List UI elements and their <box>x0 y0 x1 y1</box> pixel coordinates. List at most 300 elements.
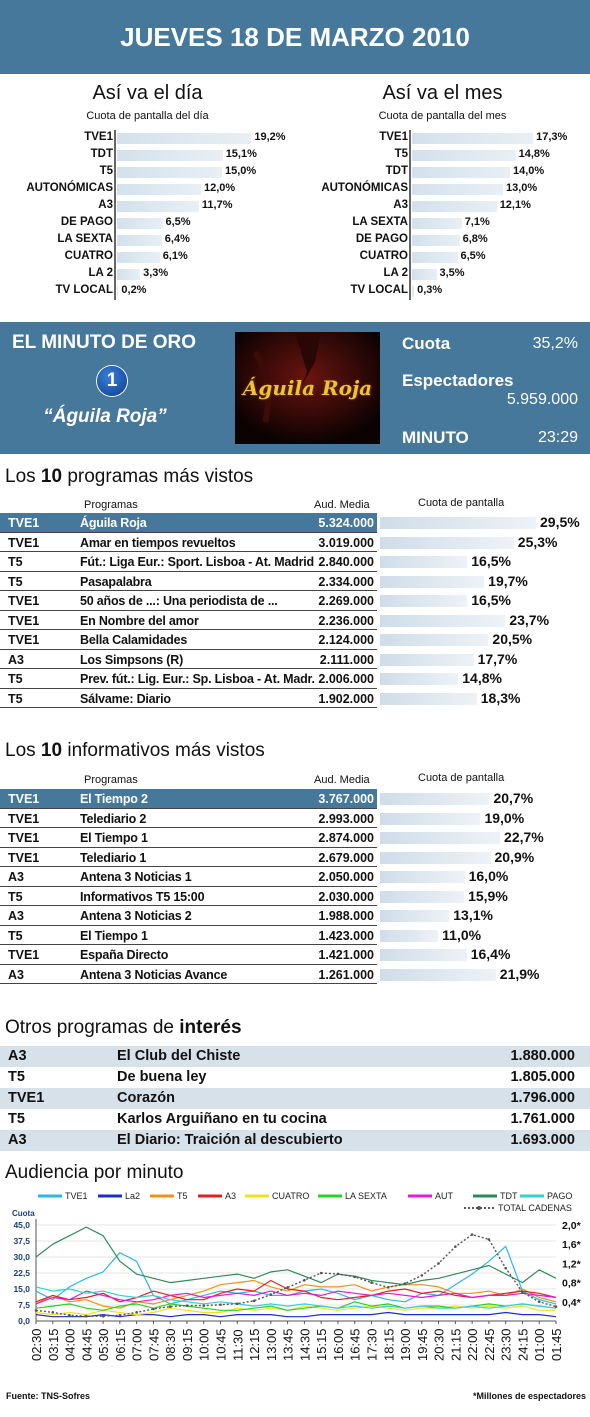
x-tick-label: 07:45 <box>146 1328 162 1361</box>
x-tick-label: 13:00 <box>263 1328 279 1361</box>
top_news-row-channel: TVE1 <box>8 831 40 845</box>
series-point-total <box>186 1304 189 1307</box>
top_programs-row-share-value: 20,5% <box>492 631 533 647</box>
top_programs-row-audience: 5.324.000 <box>318 516 374 530</box>
day-share-value: 19,2% <box>254 131 286 143</box>
top_programs-row <box>0 669 590 689</box>
series-point-total <box>236 1302 239 1305</box>
day-share-bar <box>117 133 251 144</box>
month-share-label: TDT <box>385 165 408 177</box>
series-point-total <box>320 1272 323 1275</box>
x-tick-label: 18:15 <box>381 1328 397 1361</box>
other-row-audience: 1.693.000 <box>510 1132 575 1148</box>
y-tick-label: 30,0 <box>13 1252 30 1262</box>
day-share-bar <box>117 269 140 280</box>
top_news-row-divider <box>0 983 377 984</box>
top_news-row-program: Informativos T5 15:00 <box>80 889 205 904</box>
top_programs-row-program: En Nombre del amor <box>80 613 199 628</box>
other-row-channel: A3 <box>8 1048 27 1064</box>
top_programs-row-share-bar <box>380 517 536 529</box>
month-share-value: 7,1% <box>464 216 490 228</box>
top_programs-row-share-bar <box>380 615 505 627</box>
day-share-bar <box>117 252 160 263</box>
month-share-axis <box>409 164 411 181</box>
day-share-label: TV LOCAL <box>55 284 113 296</box>
other-row-channel: A3 <box>8 1132 27 1148</box>
month-share-axis <box>409 215 411 232</box>
month-share-row <box>295 249 590 266</box>
series-point-total <box>219 1303 222 1306</box>
top_news-row-audience: 2.874.000 <box>318 831 374 845</box>
month-share-bar <box>412 218 462 229</box>
other-row-program: Corazón <box>117 1090 175 1106</box>
top_programs-row <box>0 630 590 650</box>
x-tick-label: 21:15 <box>448 1328 464 1361</box>
series-line-la-sexta <box>36 1302 556 1311</box>
golden-minute-panel <box>0 322 590 454</box>
month-share-label: LA 2 <box>383 267 408 279</box>
day-share-bar <box>117 235 162 246</box>
day-share-axis <box>114 181 116 198</box>
month-share-row <box>295 147 590 164</box>
series-point-total <box>202 1304 205 1307</box>
day-share-row <box>0 181 295 198</box>
top_programs-row-program: Águila Roja <box>80 516 147 530</box>
month-share-value: 14,8% <box>518 148 550 160</box>
day-share-label: CUATRO <box>64 250 113 262</box>
day-share-value: 6,1% <box>162 250 188 262</box>
top_news-row-channel: A3 <box>8 967 24 982</box>
top_programs-row-audience: 1.902.000 <box>318 691 374 706</box>
top_news-row-audience: 2.993.000 <box>318 811 374 826</box>
golden-minute-title: EL MINUTO DE ORO <box>12 332 197 353</box>
other-row-channel: T5 <box>8 1111 25 1127</box>
minuto-label: MINUTO <box>402 428 469 447</box>
x-tick-label: 01:00 <box>532 1328 548 1361</box>
day-share-value: 11,7% <box>201 199 233 211</box>
other-row-program: El Club del Chiste <box>117 1048 241 1064</box>
top_news-row-share-value: 15,9% <box>468 887 508 904</box>
other-row-audience: 1.880.000 <box>510 1048 575 1064</box>
day-share-value: 15,0% <box>225 165 257 177</box>
top_news-row <box>0 867 590 887</box>
other-row-program: De buena ley <box>117 1069 207 1085</box>
legend-label: T5 <box>177 1191 188 1201</box>
month-share-value: 6,8% <box>462 233 488 245</box>
other-programs-title-pre: Otros programas de <box>5 1017 180 1038</box>
top_news-row <box>0 887 590 907</box>
series-point-total <box>68 1314 71 1317</box>
series-line-tve1 <box>36 1246 556 1304</box>
day-share-bar <box>117 167 222 178</box>
top-programs-title-pre: Los <box>5 466 41 487</box>
other-programs-row <box>0 1046 590 1067</box>
day-share-row <box>0 198 295 215</box>
month-share-chart <box>295 82 590 310</box>
day-share-bar <box>117 184 201 195</box>
espectadores-value: 5.959.000 <box>506 391 578 408</box>
day-share-row <box>0 266 295 283</box>
tve1-logo-number: 1 <box>106 370 118 391</box>
day-share-label: TDT <box>90 148 113 160</box>
series-point-total <box>135 1311 138 1314</box>
series-point-total <box>353 1276 356 1279</box>
day-share-label: DE PAGO <box>60 216 113 228</box>
other-programs-row <box>0 1130 590 1151</box>
top-news-col-programs: Programas <box>84 774 138 786</box>
top_news-row <box>0 848 590 868</box>
day-share-row <box>0 232 295 249</box>
series-point-total <box>253 1300 256 1303</box>
series-line-total-cadenas <box>36 1235 556 1317</box>
series-point-total <box>51 1311 54 1314</box>
day-share-label: LA SEXTA <box>57 233 113 245</box>
series-point-total <box>370 1281 373 1284</box>
month-share-bar <box>412 167 510 178</box>
top_news-row-channel: T5 <box>8 889 23 904</box>
top_programs-row-channel: TVE1 <box>8 535 40 550</box>
y2-tick-label: 1,2* <box>562 1258 581 1271</box>
y-tick-label: 7,5 <box>18 1300 30 1310</box>
x-tick-label: 19:00 <box>398 1328 414 1361</box>
top_news-row-channel: TVE1 <box>8 811 40 826</box>
month-share-value: 6,5% <box>460 250 486 262</box>
top-news-title-post: informativos más vistos <box>62 740 265 761</box>
y-axis-label: Cuota <box>12 1209 35 1218</box>
x-tick-label: 14:30 <box>297 1328 313 1361</box>
golden-minute-program: “Águila Roja” <box>43 406 167 427</box>
other-programs-title-bold: interés <box>179 1017 242 1038</box>
month-share-row <box>295 164 590 181</box>
top_programs-row-program: Bella Calamidades <box>80 633 188 647</box>
month-share-label: T5 <box>394 148 408 160</box>
month-share-bar <box>412 269 437 280</box>
legend-label: A3 <box>225 1191 237 1201</box>
top_programs-row-channel: TVE1 <box>8 594 40 608</box>
program-thumbnail-title: Águila Roja <box>242 376 373 400</box>
month-share-axis <box>409 147 411 164</box>
x-tick-label: 16:45 <box>347 1328 363 1361</box>
cuota-label: Cuota <box>402 334 451 353</box>
top_news-row-share-bar <box>380 969 496 981</box>
month-share-row <box>295 130 590 147</box>
day-share-label: A3 <box>98 199 113 211</box>
day-share-bar <box>117 150 223 161</box>
series-point-total <box>504 1267 507 1270</box>
day-share-axis <box>114 215 116 232</box>
top_news-row-audience: 1.423.000 <box>318 928 374 943</box>
top_news-row-share-value: 16,4% <box>470 946 511 962</box>
top_news-row-program: Telediario 1 <box>80 850 147 865</box>
series-point-total <box>35 1309 38 1312</box>
day-share-subtitle: Cuota de pantalla del día <box>86 110 209 122</box>
month-share-label: DE PAGO <box>355 233 408 245</box>
month-share-bar <box>412 286 414 297</box>
day-share-axis <box>114 198 116 215</box>
other-row-audience: 1.805.000 <box>510 1069 575 1085</box>
y2-tick-label: 0,4* <box>562 1296 581 1309</box>
x-tick-label: 02:30 <box>29 1328 44 1361</box>
legend-label: TVE1 <box>65 1191 88 1201</box>
day-share-row <box>0 249 295 266</box>
series-point-total <box>102 1315 105 1318</box>
y-tick-label: 22,5 <box>13 1268 30 1278</box>
top_programs-row-program: Fút.: Liga Eur.: Sport. Lisboa - At. Madrid <box>80 555 314 569</box>
day-share-chart <box>0 82 295 310</box>
top_news-row-channel: T5 <box>8 928 23 943</box>
month-share-label: A3 <box>393 199 408 211</box>
series-point-total <box>521 1291 524 1294</box>
top_programs-row-program: Pasapalabra <box>80 574 152 589</box>
month-share-label: TV LOCAL <box>350 284 408 296</box>
x-tick-label: 04:45 <box>79 1328 95 1361</box>
x-tick-label: 12:15 <box>247 1328 263 1361</box>
top_news-row-audience: 3.767.000 <box>318 792 374 806</box>
top_programs-row-channel: T5 <box>8 555 23 569</box>
top_news-row-share-value: 20,9% <box>494 848 535 865</box>
month-share-bar <box>412 133 533 144</box>
day-share-axis <box>114 232 116 249</box>
day-share-value: 15,1% <box>225 148 257 160</box>
top_programs-row-channel: TVE1 <box>8 633 40 647</box>
top_programs-row <box>0 533 590 553</box>
series-point-total <box>270 1293 273 1296</box>
top_news-row-channel: A3 <box>8 909 24 923</box>
month-share-bar <box>412 150 516 161</box>
series-line-la2 <box>36 1313 556 1317</box>
top_news-row-audience: 1.261.000 <box>318 967 374 982</box>
top_news-row-share-value: 13,1% <box>453 907 493 923</box>
top_news-row-share-value: 16,0% <box>468 868 509 884</box>
top_news-row-audience: 1.988.000 <box>318 909 374 923</box>
month-share-value: 0,3% <box>417 284 443 296</box>
top_news-row-share-bar <box>380 871 465 883</box>
top_programs-row-audience: 2.111.000 <box>319 652 374 667</box>
top-news-col-share: Cuota de pantalla <box>418 772 505 784</box>
day-share-row <box>0 215 295 232</box>
legend-label: CUATRO <box>272 1191 310 1201</box>
day-share-axis <box>114 249 116 266</box>
top_programs-row <box>0 591 590 611</box>
day-share-row <box>0 164 295 181</box>
top_news-row-program: Antena 3 Noticias 1 <box>80 870 192 884</box>
minute-audience-chart <box>0 1187 590 1397</box>
month-share-bar <box>412 252 458 263</box>
x-tick-label: 09:15 <box>179 1328 195 1361</box>
day-share-value: 12,0% <box>204 182 236 194</box>
top_programs-row-share-bar <box>380 634 488 646</box>
top_programs-row-channel: T5 <box>8 672 23 686</box>
series-point-total <box>421 1274 424 1277</box>
top_news-row-share-bar <box>380 813 480 825</box>
top_programs-row-share-bar <box>380 537 514 549</box>
top_news-row-share-bar <box>380 891 464 903</box>
day-share-row <box>0 130 295 147</box>
month-share-axis <box>409 130 411 147</box>
top_news-row <box>0 926 590 946</box>
top_programs-row-share-bar <box>380 654 474 666</box>
day-share-value: 3,3% <box>143 267 169 279</box>
top-programs-title <box>5 466 253 488</box>
day-share-label: TVE1 <box>84 131 113 143</box>
top-news-title-num: 10 <box>40 740 63 761</box>
top-programs-col-aud: Aud. Media <box>314 499 370 511</box>
top_programs-row <box>0 611 590 631</box>
espectadores-label: Espectadores <box>402 371 514 390</box>
top_programs-row-share-value: 14,8% <box>462 670 502 686</box>
top_programs-row-program: Los Simpsons (R) <box>80 652 184 667</box>
month-share-value: 17,3% <box>536 131 568 143</box>
month-share-bar <box>412 235 460 246</box>
month-share-bar <box>412 201 497 212</box>
x-tick-label: 01:45 <box>549 1328 564 1361</box>
top_news-row-audience: 2.030.000 <box>318 889 374 904</box>
day-share-row <box>0 147 295 164</box>
y2-tick-label: 0,8* <box>562 1277 581 1290</box>
x-tick-label: 22:45 <box>481 1328 497 1361</box>
day-share-value: 0,2% <box>121 284 147 296</box>
x-tick-label: 22:00 <box>465 1328 481 1361</box>
day-share-value: 6,5% <box>165 216 191 228</box>
month-share-axis <box>409 232 411 249</box>
top_programs-row <box>0 552 590 572</box>
top_news-row <box>0 828 590 848</box>
series-point-total <box>286 1286 289 1289</box>
month-share-label: TVE1 <box>379 131 408 143</box>
y-tick-label: 0,0 <box>18 1316 30 1326</box>
top_programs-row-audience: 2.334.000 <box>318 574 374 589</box>
top_news-row-audience: 2.050.000 <box>318 870 374 884</box>
month-share-row <box>295 215 590 232</box>
x-tick-label: 23:30 <box>498 1328 514 1361</box>
top_programs-row-share-bar <box>380 673 458 685</box>
y-tick-label: 15,0 <box>13 1284 30 1294</box>
other-row-program: Karlos Arguiñano en tu cocina <box>117 1111 327 1127</box>
legend-label: AUT <box>435 1191 453 1201</box>
top_programs-row-share-value: 17,7% <box>477 650 518 667</box>
legend-dot <box>477 1206 481 1210</box>
month-share-row <box>295 283 590 300</box>
x-tick-label: 15:15 <box>314 1328 330 1361</box>
top_programs-row-channel: A3 <box>8 652 24 667</box>
top-programs-col-programs: Programas <box>84 499 138 511</box>
top_programs-row-share-value: 16,5% <box>471 553 511 569</box>
day-share-axis <box>114 266 116 283</box>
top_news-row-share-value: 11,0% <box>442 926 482 943</box>
series-point-total <box>303 1279 306 1282</box>
month-share-title: Así va el mes <box>382 82 503 104</box>
other-row-audience: 1.761.000 <box>510 1111 575 1127</box>
top_programs-row-share-bar <box>380 576 484 588</box>
top_programs-row <box>0 650 590 670</box>
month-share-label: LA SEXTA <box>352 216 408 228</box>
series-point-total <box>152 1308 155 1311</box>
x-tick-label: 24:15 <box>515 1328 531 1361</box>
top_news-row-share-bar <box>380 910 449 922</box>
series-point-total <box>471 1233 474 1236</box>
series-point-total <box>488 1238 491 1241</box>
day-share-label: LA 2 <box>88 267 113 279</box>
day-share-label: T5 <box>99 165 113 177</box>
x-tick-label: 19:45 <box>414 1328 430 1361</box>
month-share-subtitle: Cuota de pantalla del mes <box>378 110 507 122</box>
legend-label: PAGO <box>547 1191 573 1201</box>
top_programs-row-channel: T5 <box>8 691 23 706</box>
top_news-row-channel: TVE1 <box>8 792 40 806</box>
top_news-row-share-value: 19,0% <box>484 809 525 826</box>
top_programs-row-channel: TVE1 <box>8 613 40 628</box>
top_programs-row-audience: 2.269.000 <box>318 594 374 608</box>
x-tick-label: 16:00 <box>330 1328 346 1361</box>
series-point-total <box>404 1282 407 1285</box>
top_news-row-program: El Tiempo 1 <box>80 831 148 845</box>
top_programs-row-audience: 2.840.000 <box>318 555 374 569</box>
top_news-row <box>0 965 590 985</box>
top_programs-row <box>0 513 590 533</box>
top_programs-row-share-value: 19,7% <box>488 572 528 589</box>
other-row-channel: T5 <box>8 1069 25 1085</box>
month-share-bar <box>412 184 503 195</box>
day-share-label: AUTONÓMICAS <box>26 182 113 194</box>
top_programs-row-audience: 3.019.000 <box>318 535 374 550</box>
top_programs-row <box>0 689 590 709</box>
day-share-axis <box>114 147 116 164</box>
top_news-row <box>0 906 590 926</box>
day-share-axis <box>114 130 116 147</box>
top_programs-row <box>0 572 590 592</box>
other-programs-row <box>0 1088 590 1109</box>
top-news-col-aud: Aud. Media <box>314 774 370 786</box>
top_news-row-share-bar <box>380 852 491 864</box>
top_programs-row-channel: T5 <box>8 574 23 589</box>
top_programs-row-program: Amar en tiempos revueltos <box>80 535 236 550</box>
y2-tick-label: 2,0* <box>562 1220 581 1232</box>
top_programs-row-share-value: 29,5% <box>540 514 580 530</box>
day-share-bar <box>117 201 199 212</box>
top_programs-row-program: Prev. fút.: Lig. Eur.: Sp. Lisboa - At. Madr. <box>80 672 315 686</box>
top_news-row-share-value: 20,7% <box>493 790 534 806</box>
day-share-axis <box>114 283 116 300</box>
day-share-axis <box>114 164 116 181</box>
month-share-row <box>295 232 590 249</box>
top_news-row-audience: 1.421.000 <box>318 948 374 962</box>
other-row-audience: 1.796.000 <box>510 1090 575 1106</box>
x-tick-label: 04:00 <box>62 1328 78 1361</box>
top_news-row <box>0 789 590 809</box>
top_programs-row-program: 50 años de ...: Una periodista de ... <box>80 594 278 608</box>
other-programs-title <box>5 1017 242 1039</box>
x-tick-label: 17:30 <box>364 1328 380 1361</box>
top-programs-title-post: programas más vistos <box>62 466 254 487</box>
other-programs-row <box>0 1109 590 1130</box>
cuota-value: 35,2% <box>532 335 578 352</box>
day-share-bar <box>117 218 163 229</box>
month-share-axis <box>409 181 411 198</box>
x-tick-label: 13:45 <box>280 1328 296 1361</box>
top_news-row-share-value: 22,7% <box>504 829 544 845</box>
millions-note: *Millones de espectadores <box>472 1391 586 1401</box>
series-point-total <box>555 1305 558 1308</box>
series-point-total <box>437 1262 440 1265</box>
top_news-row-share-bar <box>380 832 500 844</box>
month-share-value: 14,0% <box>513 165 545 177</box>
top_news-row <box>0 809 590 829</box>
top_programs-row-divider <box>0 707 377 708</box>
top_programs-row-share-value: 25,3% <box>517 533 558 550</box>
day-share-title: Así va el día <box>92 82 203 104</box>
month-share-axis <box>409 266 411 283</box>
top_programs-row-program: Sálvame: Diario <box>80 691 171 706</box>
